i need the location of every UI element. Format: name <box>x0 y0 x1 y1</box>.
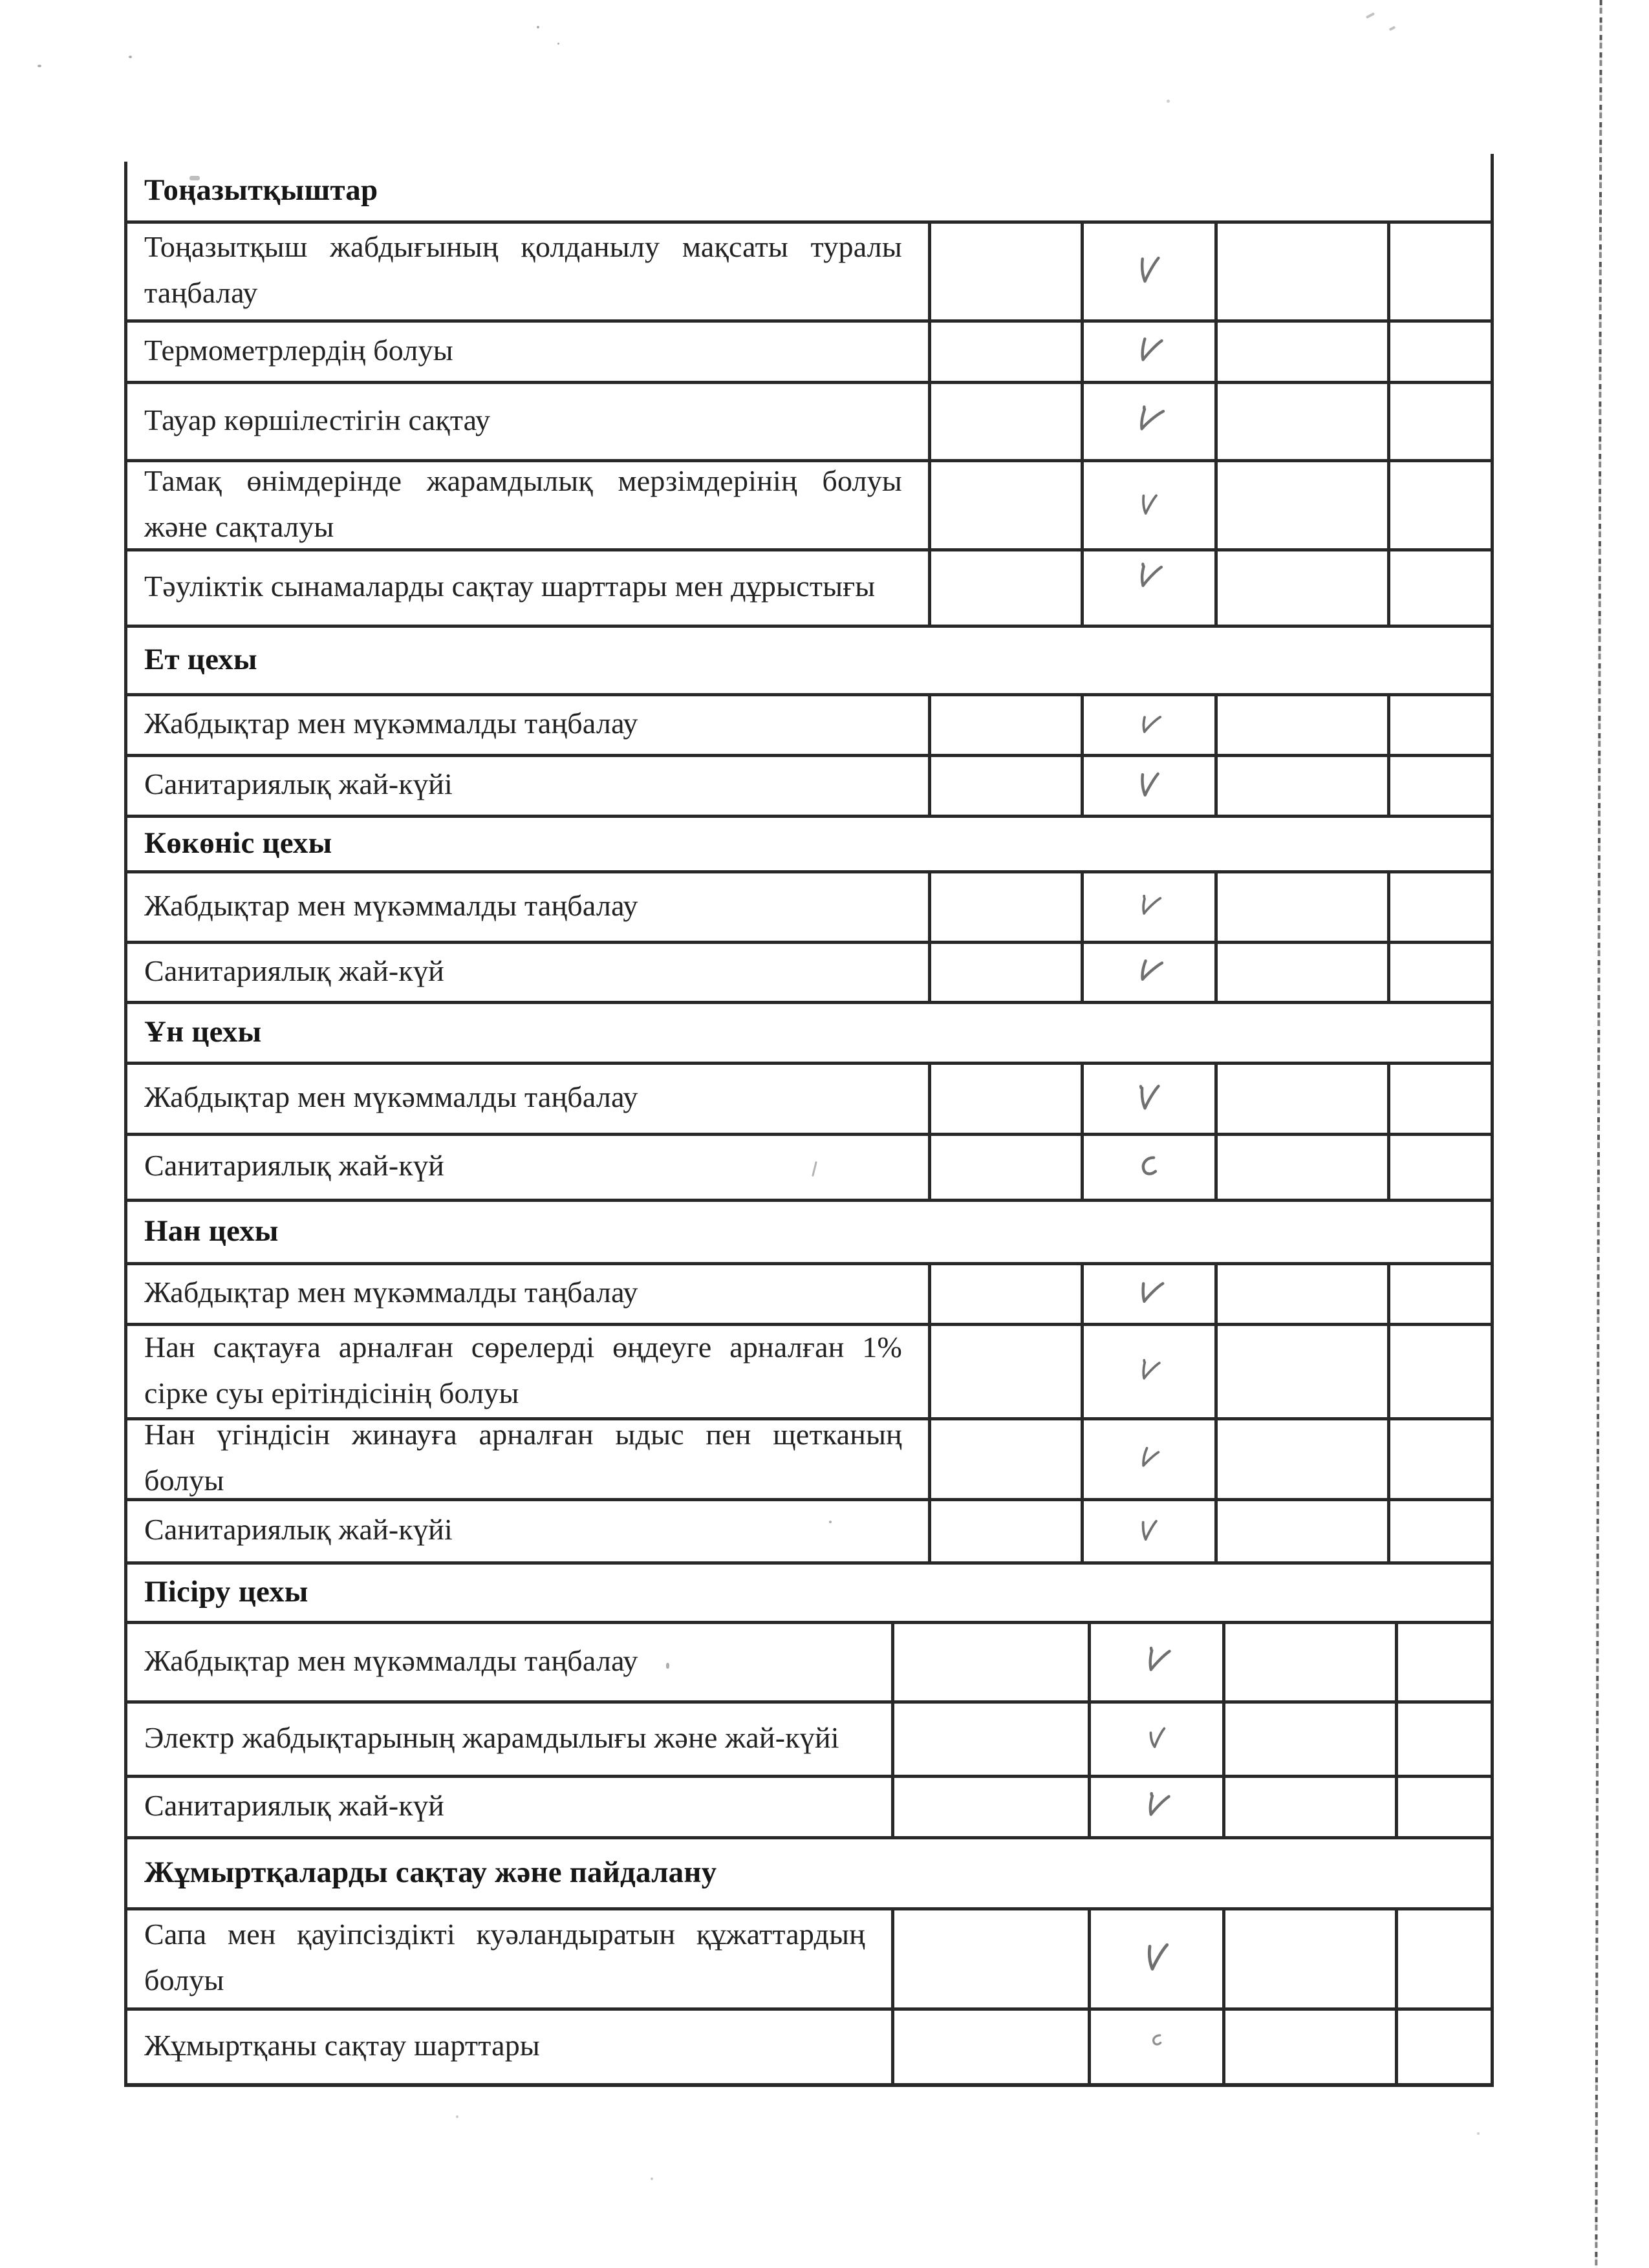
row-label-cell <box>127 323 928 381</box>
mark-cell <box>1081 873 1214 941</box>
empty-cell <box>1387 757 1491 815</box>
empty-cell <box>1387 696 1491 754</box>
row-label: Электр жабдықтарының жарамдылығы және жай-күйі <box>144 1720 839 1754</box>
empty-cell <box>1214 1326 1387 1417</box>
checklist-row <box>127 323 1491 384</box>
checklist-row <box>127 1778 1491 1839</box>
mark-cell <box>1081 1065 1214 1133</box>
empty-cell <box>1214 696 1387 754</box>
empty-cell <box>1214 1420 1387 1498</box>
row-label: Жұмыртқаны сақтау шарттары <box>144 2028 541 2062</box>
checkmark-icon <box>1132 1638 1181 1687</box>
empty-cell <box>1387 1501 1491 1561</box>
row-label: Термометрлердің болуы <box>144 333 453 367</box>
mark-cell <box>1081 757 1214 815</box>
checkmark-icon <box>1125 762 1173 810</box>
checkmark-icon <box>1130 1933 1182 1985</box>
checkmark-icon <box>1123 395 1176 448</box>
checklist-row <box>127 2011 1491 2087</box>
row-label-cell <box>127 462 928 548</box>
row-label-cell <box>127 1778 891 1836</box>
empty-cell <box>928 696 1081 754</box>
empty-cell <box>891 1910 1088 2007</box>
row-label: Тауар көршілестігін сақтау <box>144 403 491 436</box>
row-label: Санитариялық жай-күй <box>144 1788 444 1822</box>
checklist-row <box>127 1326 1491 1420</box>
scan-speck <box>1477 2132 1480 2135</box>
checklist-row <box>127 1065 1491 1136</box>
curve-mark-icon <box>1136 2019 1178 2062</box>
empty-cell <box>1387 1136 1491 1199</box>
empty-cell <box>1214 757 1387 815</box>
scan-speck <box>1366 12 1375 19</box>
row-label-cell <box>127 224 928 319</box>
row-label: Тәуліктік сынамаларды сақтау шарттары мен дұрыстығы <box>144 570 876 603</box>
empty-cell <box>1387 323 1491 381</box>
empty-cell <box>1387 224 1491 319</box>
row-label: Жабдықтар мен мүкәммалды таңбалау <box>144 1080 638 1114</box>
empty-cell <box>1214 462 1387 548</box>
empty-cell <box>1395 1778 1491 1836</box>
scan-speck <box>129 56 132 58</box>
row-label: Санитариялық жай-күйі <box>144 1513 453 1546</box>
row-label: Санитариялық жай-күй <box>144 1149 444 1182</box>
empty-cell <box>928 1420 1081 1498</box>
mark-cell <box>1081 1136 1214 1199</box>
row-label-cell <box>127 1136 928 1199</box>
empty-cell <box>1395 2011 1491 2083</box>
mark-cell <box>1081 551 1214 625</box>
empty-cell <box>928 224 1081 319</box>
checkmark-icon <box>1123 1141 1176 1193</box>
section-row <box>127 1004 1491 1065</box>
checklist-row <box>127 1420 1491 1501</box>
section-row <box>127 1202 1491 1265</box>
empty-cell <box>928 757 1081 815</box>
checklist-row <box>127 1136 1491 1202</box>
row-label: Тамақ өнімдерінде жарамдылық мерзімдерінің болуы және сақталуы <box>144 464 902 543</box>
scan-speck <box>557 43 559 45</box>
checklist-row <box>127 462 1491 551</box>
section-title: Нан цехы <box>144 1214 279 1248</box>
empty-cell <box>1387 1420 1491 1498</box>
empty-cell <box>1387 944 1491 1001</box>
empty-cell <box>928 873 1081 941</box>
row-label: Санитариялық жай-күй <box>144 954 444 987</box>
checkmark-icon <box>1128 704 1170 747</box>
row-label-cell <box>127 757 928 815</box>
checklist-row <box>127 1501 1491 1565</box>
empty-cell <box>928 1501 1081 1561</box>
section-title: Тоңазытқыштар <box>144 173 378 207</box>
row-label-cell <box>127 2011 891 2083</box>
checkmark-icon <box>1128 1351 1170 1393</box>
row-label-cell <box>127 696 928 754</box>
checklist-row <box>127 551 1491 628</box>
checklist-row <box>127 757 1491 818</box>
checklist-row <box>127 1265 1491 1326</box>
empty-cell <box>1214 1265 1387 1323</box>
empty-cell <box>928 1136 1081 1199</box>
section-title: Ұн цехы <box>144 1014 262 1049</box>
empty-cell <box>1395 1704 1491 1775</box>
mark-cell <box>1081 1326 1214 1417</box>
row-label-cell <box>127 873 928 941</box>
checklist-row <box>127 1704 1491 1778</box>
mark-cell <box>1081 696 1214 754</box>
empty-cell <box>1222 1624 1395 1700</box>
empty-cell <box>891 2011 1088 2083</box>
scan-speck <box>1167 100 1170 103</box>
empty-cell <box>1214 1136 1387 1199</box>
checkmark-icon <box>1129 485 1170 526</box>
empty-cell <box>928 944 1081 1001</box>
row-label-cell <box>127 551 928 625</box>
checkmark-icon <box>1128 886 1170 928</box>
empty-cell <box>1222 2011 1395 2083</box>
row-label: Жабдықтар мен мүкәммалды таңбалау <box>144 888 638 922</box>
row-label: Жабдықтар мен мүкәммалды таңбалау <box>144 1643 638 1677</box>
empty-cell <box>928 551 1081 625</box>
scan-speck <box>537 26 539 28</box>
empty-cell <box>928 462 1081 548</box>
checklist-row <box>127 1624 1491 1704</box>
row-label-cell <box>127 1624 891 1700</box>
mark-cell <box>1088 1778 1222 1836</box>
empty-cell <box>1387 462 1491 548</box>
empty-cell <box>1387 551 1491 625</box>
empty-cell <box>928 1326 1081 1417</box>
empty-cell <box>1214 944 1387 1001</box>
section-title: Пісіру цехы <box>144 1574 308 1609</box>
mark-cell <box>1081 384 1214 459</box>
checkmark-icon <box>1126 1437 1172 1482</box>
checklist-row <box>127 1910 1491 2011</box>
empty-cell <box>1387 873 1491 941</box>
checkmark-icon <box>1129 1511 1170 1552</box>
empty-cell <box>891 1704 1088 1775</box>
checkmark-icon <box>1125 248 1173 295</box>
scan-speck <box>456 2115 458 2118</box>
empty-cell <box>1214 224 1387 319</box>
checklist-row <box>127 944 1491 1004</box>
mark-cell <box>1081 1501 1214 1561</box>
checkmark-icon <box>1125 1269 1174 1319</box>
mark-cell <box>1088 1910 1222 2007</box>
row-label: Нан үгіндісін жинауға арналған ыдыс пен щетканың болуы <box>144 1418 902 1497</box>
mark-cell <box>1081 224 1214 319</box>
scan-speck <box>38 65 41 67</box>
checkmark-icon <box>1125 327 1174 377</box>
mark-cell <box>1088 1624 1222 1700</box>
mark-cell <box>1088 2011 1222 2083</box>
scan-speck <box>651 2177 653 2180</box>
checkmark-icon <box>1134 1717 1179 1762</box>
empty-cell <box>1387 1265 1491 1323</box>
empty-cell <box>1222 1778 1395 1836</box>
checkmark-icon <box>1125 1075 1173 1123</box>
empty-cell <box>1395 1624 1491 1700</box>
mark-cell <box>1081 1420 1214 1498</box>
mark-cell <box>1081 462 1214 548</box>
row-label-cell <box>127 1326 928 1417</box>
row-label: Тоңазытқыш жабдығының қолданылу мақсаты туралы таңбалау <box>144 230 902 309</box>
scan-edge-artifact <box>1595 0 1602 2268</box>
empty-cell <box>1222 1704 1395 1775</box>
section-row <box>127 818 1491 873</box>
section-row <box>127 1565 1491 1624</box>
row-label-cell <box>127 1265 928 1323</box>
checklist-row <box>127 224 1491 323</box>
checklist-row <box>127 873 1491 944</box>
scan-speck <box>1389 26 1396 31</box>
row-label-cell <box>127 1501 928 1561</box>
empty-cell <box>1395 1910 1491 2007</box>
section-title: Жұмыртқаларды сақтау және пайдалану <box>144 1855 717 1889</box>
empty-cell <box>1222 1910 1395 2007</box>
empty-cell <box>1387 384 1491 459</box>
checklist-row <box>127 384 1491 462</box>
row-label: Сапа мен қауіпсіздікті куәландыратын құжаттардың болуы <box>144 1918 865 1996</box>
row-label-cell <box>127 1420 928 1498</box>
empty-cell <box>928 1265 1081 1323</box>
section-title: Ет цехы <box>144 642 257 676</box>
empty-cell <box>1214 1501 1387 1561</box>
row-label: Жабдықтар мен мүкәммалды таңбалау <box>144 707 638 740</box>
checklist-table <box>124 162 1494 2087</box>
empty-cell <box>1214 323 1387 381</box>
mark-cell <box>1081 323 1214 381</box>
empty-cell <box>1387 1326 1491 1417</box>
empty-cell <box>891 1624 1088 1700</box>
mark-cell <box>1081 1265 1214 1323</box>
row-label: Нан сақтауға арналған сөрелерді өңдеуге арналған 1% сірке суы ерітіндісінің болуы <box>144 1330 902 1409</box>
empty-cell <box>1387 1065 1491 1133</box>
empty-cell <box>1214 1065 1387 1133</box>
mark-cell <box>1081 944 1214 1001</box>
empty-cell <box>891 1778 1088 1836</box>
mark-cell <box>1088 1704 1222 1775</box>
section-row <box>127 628 1491 696</box>
section-row <box>127 162 1491 224</box>
section-title: Көкөніс цехы <box>144 826 332 860</box>
row-label: Санитариялық жай-күйі <box>144 767 453 801</box>
empty-cell <box>928 1065 1081 1133</box>
checkmark-icon <box>1132 1782 1181 1832</box>
row-label-cell <box>127 384 928 459</box>
empty-cell <box>928 384 1081 459</box>
empty-cell <box>1214 551 1387 625</box>
checklist-row <box>127 696 1491 757</box>
empty-cell <box>1214 384 1387 459</box>
row-label-cell <box>127 1910 891 2007</box>
checkmark-icon <box>1125 553 1174 602</box>
checkmark-icon <box>1123 946 1176 999</box>
empty-cell <box>1214 873 1387 941</box>
row-label-cell <box>127 1065 928 1133</box>
section-row <box>127 1839 1491 1910</box>
row-label-cell <box>127 944 928 1001</box>
row-label-cell <box>127 1704 891 1775</box>
row-label: Жабдықтар мен мүкәммалды таңбалау <box>144 1276 638 1309</box>
empty-cell <box>928 323 1081 381</box>
